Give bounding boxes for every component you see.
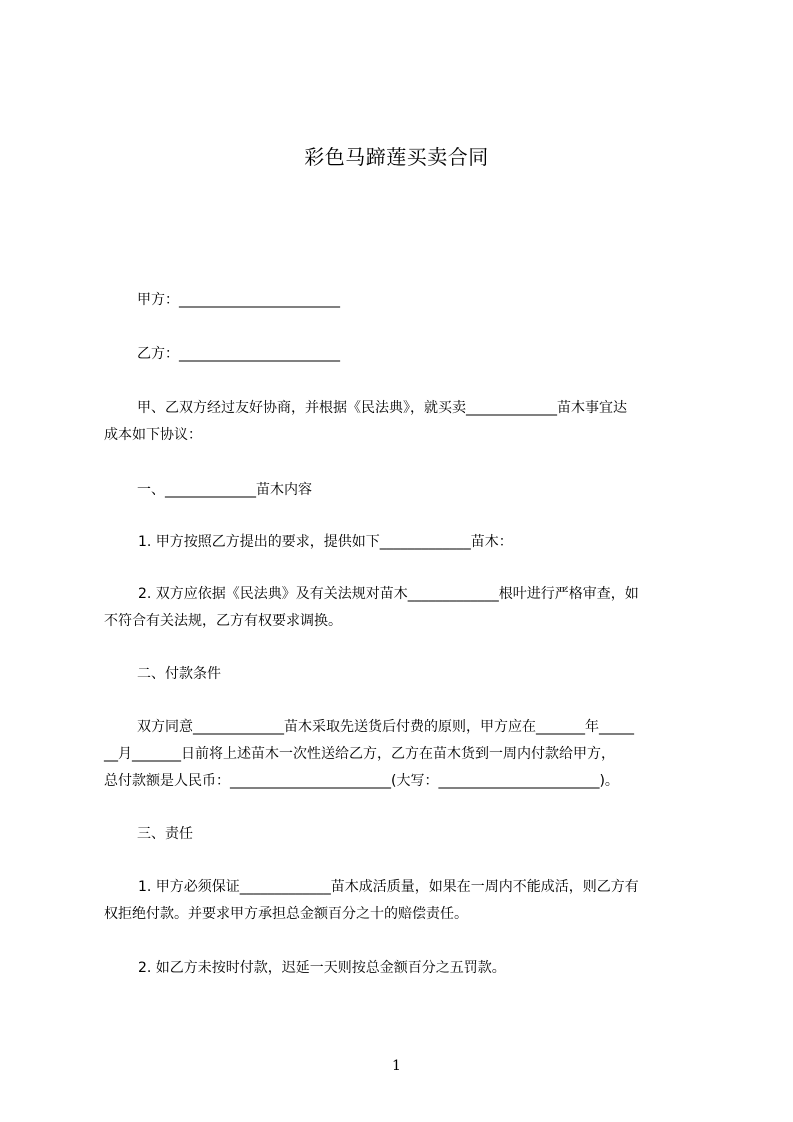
section-1-item-2-line-2: 不符合有关法规，乙方有权要求调换。 xyxy=(104,613,342,629)
section-3-heading: 三、责任 xyxy=(137,826,193,842)
section-2-line-3: 总付款额是人民币：_______________________(大写：_______________________)。 xyxy=(104,773,619,789)
document-title: 彩色马蹄莲买卖合同 xyxy=(304,145,489,169)
section-2-heading: 二、付款条件 xyxy=(137,666,221,682)
section-3-item-2: 2. 如乙方未按时付款，迟延一天则按总金额百分之五罚款。 xyxy=(138,960,506,976)
section-3-item-1-line-1: 1. 甲方必须保证_____________苗木成活质量，如果在一周内不能成活，则乙方有 xyxy=(138,879,639,895)
section-1-item-1: 1. 甲方按照乙方提出的要求，提供如下_____________苗木： xyxy=(138,534,513,550)
intro-line-2: 成本如下协议： xyxy=(104,427,202,443)
section-1-item-2-line-1: 2. 双方应依据《民法典》及有关法规对苗木_____________根叶进行严格审查，如 xyxy=(138,586,639,602)
section-1-heading: 一、_____________苗木内容 xyxy=(137,482,312,498)
party-b-line: 乙方：_______________________ xyxy=(137,346,340,362)
section-3-item-1-line-2: 权拒绝付款。并要求甲方承担总金额百分之十的赔偿责任。 xyxy=(104,906,468,922)
page-number: 1 xyxy=(392,1058,401,1074)
party-a-line: 甲方：_______________________ xyxy=(137,292,340,308)
intro-line-1: 甲、乙双方经过友好协商，并根据《民法典》，就买卖_____________苗木事宜达 xyxy=(137,400,627,416)
section-2-line-1: 双方同意_____________苗木采取先送货后付费的原则，甲方应在_______年_____ xyxy=(137,719,634,735)
section-2-line-2: __月_______日前将上述苗木一次性送给乙方，乙方在苗木货到一周内付款给甲方， xyxy=(104,746,615,762)
